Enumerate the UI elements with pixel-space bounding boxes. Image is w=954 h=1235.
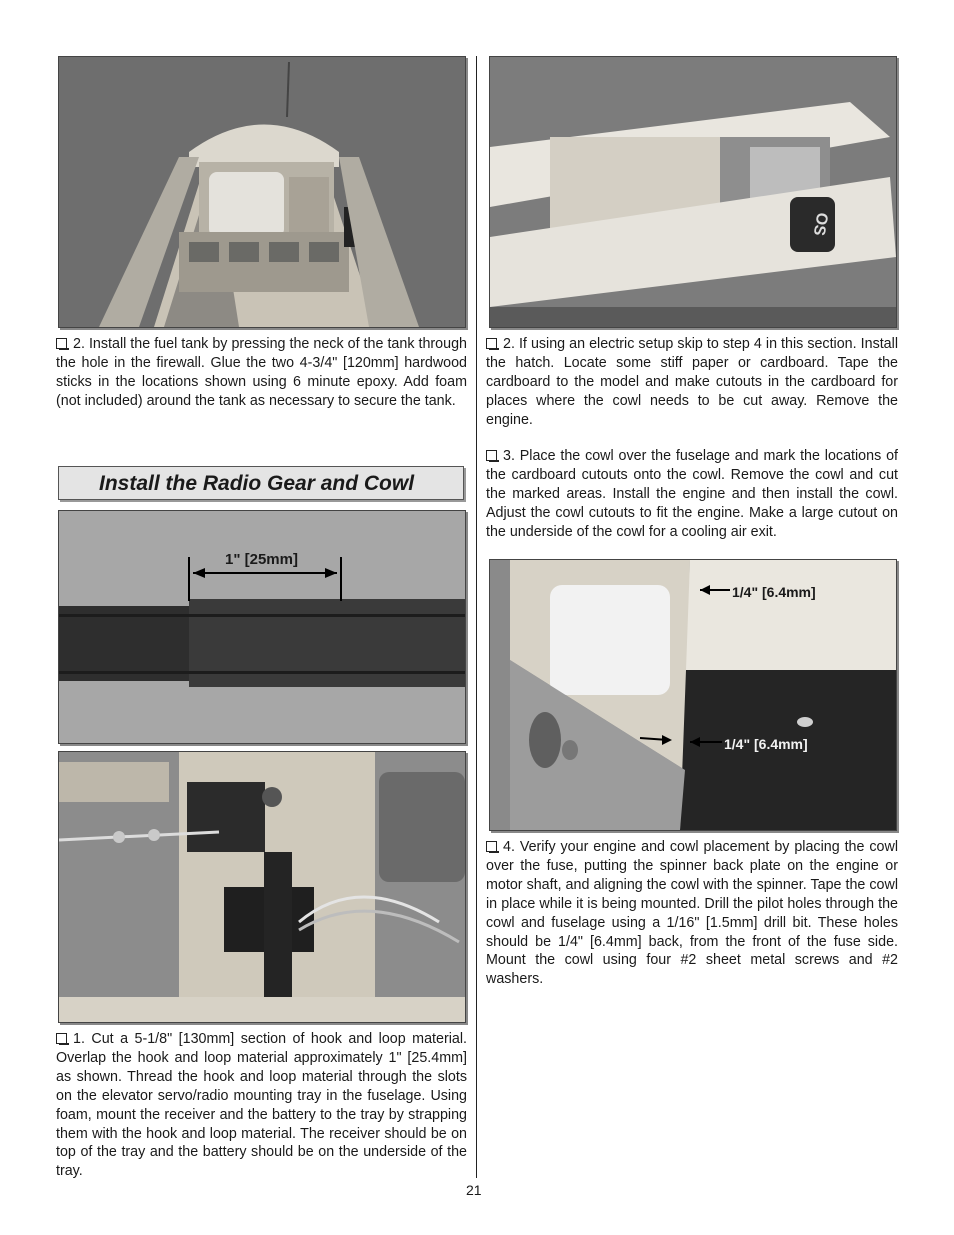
section-heading: [58, 466, 464, 500]
section-title: Install the Radio Gear and Cowl: [99, 472, 415, 495]
engine-logo: OS: [809, 211, 831, 237]
step-mark-cowl: [486, 447, 898, 542]
photo-cowl-marks: [489, 559, 897, 831]
checkbox-icon[interactable]: [486, 338, 497, 349]
checkbox-icon[interactable]: [486, 450, 497, 461]
photo-cowl-marks-label-top: 1/4" [6.4mm]: [732, 584, 816, 600]
step-mount-cowl-text: 4. Verify your engine and cowl placement by placing the cowl over the fuse, putting the spinner back plate on the engine or motor shaft, and aligning the cowl with the spinner. Tape the cowl in place while it is being mounted. Drill the pilot holes through the cowl and fuselage using a 1/16" [1.5mm] drill bit. These holes should be 1/4" [6.4mm] back, from the front of the fuse side. Mount the cowl using four #2 sheet metal screws and #2 washers.: [486, 839, 898, 988]
photo-fuel-tank: [58, 56, 466, 328]
checkbox-icon[interactable]: [56, 338, 67, 349]
photo-receiver-tray: [58, 751, 466, 1023]
step-mount-receiver: [56, 1030, 467, 1181]
photo-engine-cardboard: [489, 56, 897, 328]
step-cardboard-template-text: 2. If using an electric setup skip to step 4 in this section. Install the hatch. Locate some stiff paper or cardboard. Tape the cardboard to the model and make cutouts in the cardboard for places where the cowl needs to be cut away. Remove the engine.: [486, 336, 898, 428]
checkbox-icon[interactable]: [486, 841, 497, 852]
photo-hook-and-loop-label: 1" [25mm]: [225, 551, 298, 568]
step-install-fuel-tank-text: 2. Install the fuel tank by pressing the neck of the tank through the hole in the firewall. Glue the two 4-3/4" [120mm] hardwood sticks in the locations shown using 6 minute epoxy. Add foam (not included) around the tank as necessary to secure the tank.: [56, 336, 467, 409]
column-divider: [476, 56, 477, 1178]
checkbox-icon[interactable]: [56, 1033, 67, 1044]
photo-cowl-marks-label-bottom: 1/4" [6.4mm]: [724, 736, 808, 752]
page-number: 21: [466, 1182, 482, 1198]
step-install-fuel-tank: [56, 335, 467, 411]
step-mount-cowl: [486, 838, 898, 989]
photo-hook-and-loop: [58, 510, 466, 744]
step-mark-cowl-text: 3. Place the cowl over the fuselage and mark the locations of the cardboard cutouts onto the cowl. Remove the cowl and cut the marked areas. Install the engine and then install the cowl. Adjust the cowl cutouts to fit the engine. Make a large cutout on the underside of the cowl for a cooling air exit.: [486, 448, 898, 540]
step-mount-receiver-text: 1. Cut a 5-1/8" [130mm] section of hook and loop material. Overlap the hook and loop material approximately 1" [25.4mm] as shown. Thread the hook and loop material through the slots on the elevator servo/radio mounting tray in the fuselage. Using foam, mount the receiver and the battery to the tray by strapping them with the hook and loop material. The receiver should be on top of the tray and the battery should be on the underside of the tray.: [56, 1031, 467, 1180]
step-cardboard-template: [486, 335, 898, 430]
